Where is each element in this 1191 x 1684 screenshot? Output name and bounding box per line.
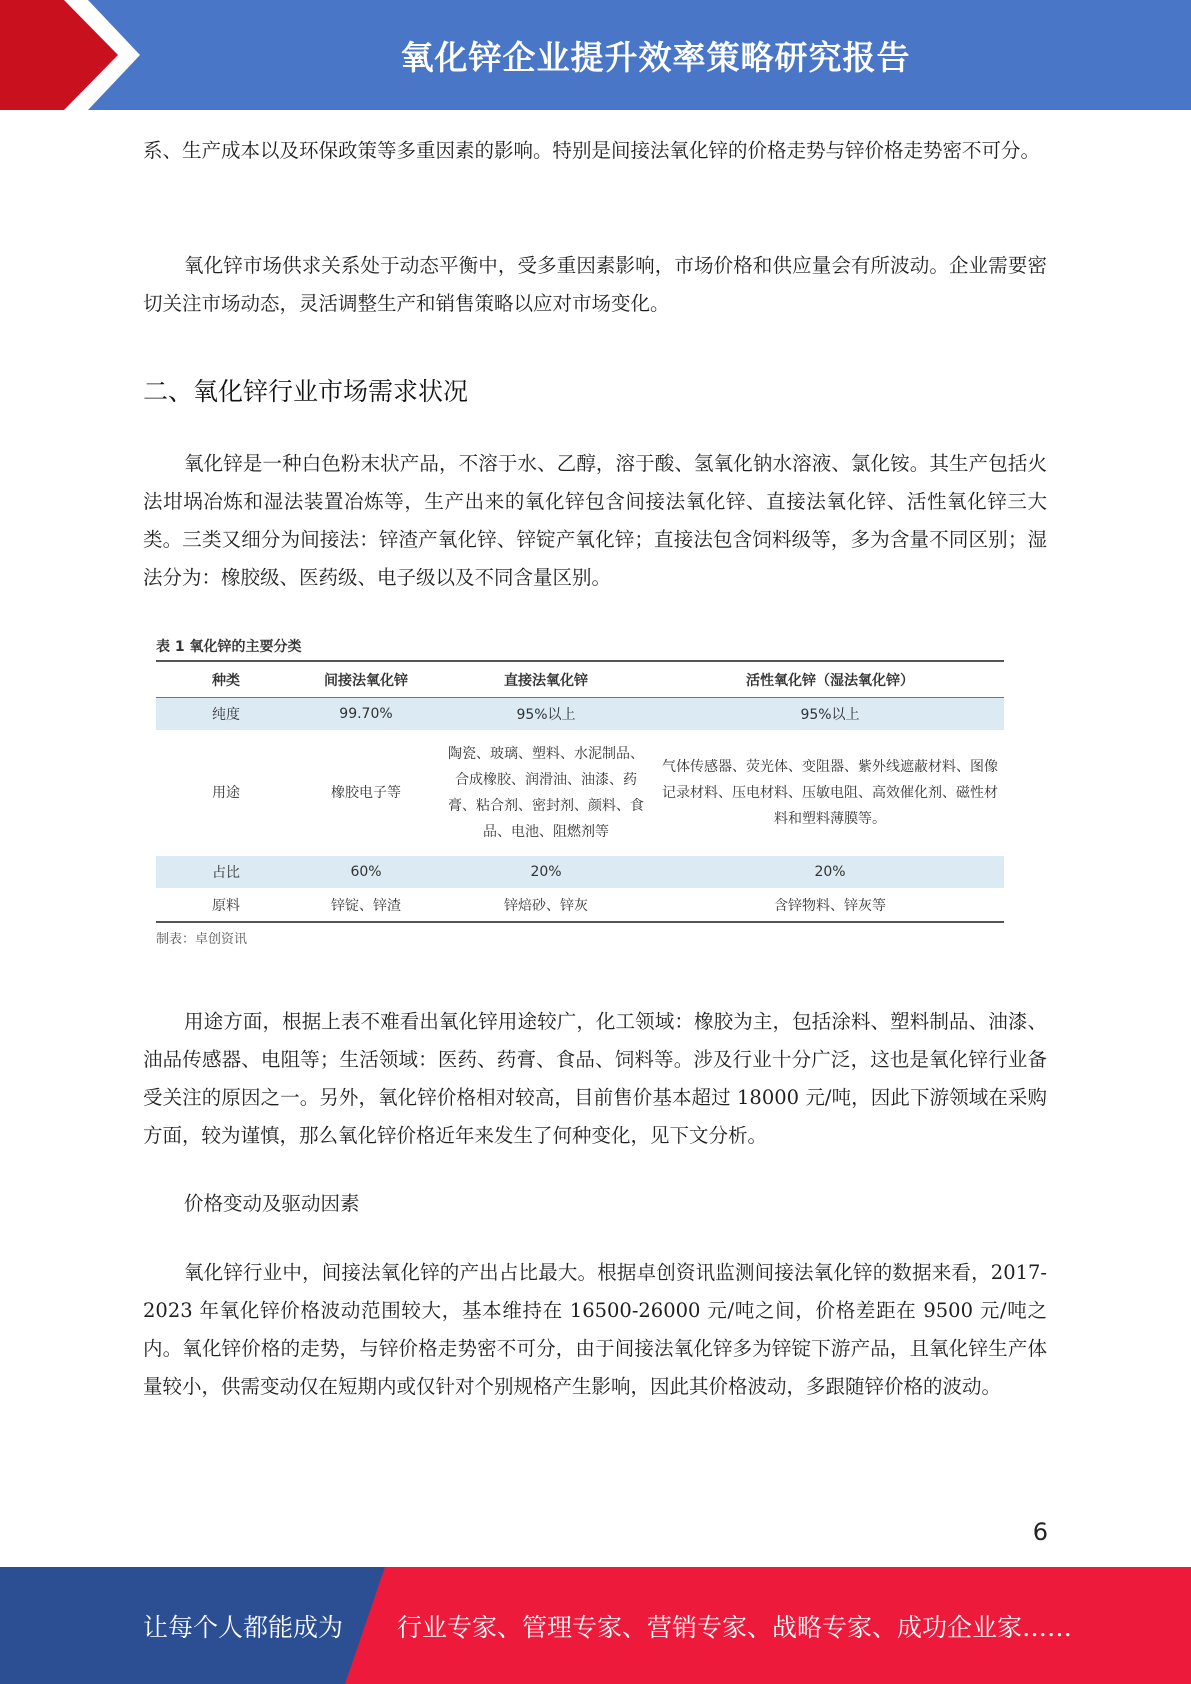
table-source-note: 制表：卓创资讯 <box>156 932 248 947</box>
header-bar <box>0 0 1191 110</box>
footer-banner <box>0 1567 1191 1684</box>
table-row <box>156 856 1004 888</box>
paragraph-usage: 用途方面，根据上表不难看出氧化锌用途较广，化工领域：橡胶为主，包括涂料、塑料制品、油漆、油品传感器、电阻等；生活领域：医药、药膏、食品、饲料等。涉及行业十分广泛，这也是氧化锌行业备受关注的原因之一。另外，氧化锌价格相对较高，目前售价基本超过 18000 元/吨，因此下游领域在采购方面，较为谨慎，那么氧化锌价格近年来发生了何种变化，见下文分析。 <box>143 1010 1047 1147</box>
sub-heading: 价格变动及驱动因素 <box>184 1192 360 1215</box>
table-title: 表 1 氧化锌的主要分类 <box>156 639 302 655</box>
table-cell: 橡胶电子等 <box>331 785 401 801</box>
table-cell: 用途 <box>212 785 240 801</box>
page-number: 6 <box>1032 1518 1048 1546</box>
paragraph-price-analysis: 氧化锌行业中，间接法氧化锌的产出占比最大。根据卓创资讯监测间接法氧化锌的数据来看，2017-2023 年氧化锌价格波动范围较大，基本维持在 16500-26000 元/吨之间，价格差距在 9500 元/吨之内。氧化锌价格的走势，与锌价格走势密不可分，由于间接法氧化锌多为锌锭下游产品，且氧化锌生产体量较小，供需变动仅在短期内或仅针对个别规格产生影响，因此其价格波动，多跟随锌价格的波动。 <box>143 1261 1047 1398</box>
table-cell: 60% <box>296 856 436 888</box>
classification-table <box>156 660 1004 923</box>
footer-slogan-right: 行业专家、管理专家、营销专家、战略专家、成功企业家…… <box>397 1612 1073 1642</box>
table-header-row <box>156 661 1004 698</box>
table-header-cell: 直接法氧化锌 <box>436 661 656 698</box>
footer-slogan-left: 让每个人都能成为 <box>143 1612 344 1642</box>
table-cell: 原料 <box>212 897 240 914</box>
table-cell: 纯度 <box>156 698 296 731</box>
table-cell: 含锌物料、锌灰等 <box>774 897 886 914</box>
table-cell: 20% <box>436 856 656 888</box>
table-row <box>156 698 1004 731</box>
paragraph-supply-demand: 氧化锌市场供求关系处于动态平衡中，受多重因素影响，市场价格和供应量会有所波动。企业需要密切关注市场动态，灵活调整生产和销售策略以应对市场变化。 <box>143 254 1047 315</box>
table-cell: 锌焙砂、锌灰 <box>504 897 588 914</box>
table-cell: 99.70% <box>296 698 436 731</box>
table-cell: 20% <box>656 856 1004 888</box>
paragraph-continuation: 系、生产成本以及环保政策等多重因素的影响。特别是间接法氧化锌的价格走势与锌价格走势密不可分。 <box>143 139 1041 162</box>
section-heading: 二、氧化锌行业市场需求状况 <box>143 377 469 406</box>
table-row <box>156 888 1004 922</box>
classification-table-figure <box>156 636 1004 947</box>
table-cell: 95%以上 <box>656 698 1004 731</box>
table-cell: 气体传感器、荧光体、变阻器、紫外线遮蔽材料、图像记录材料、压电材料、压敏电阻、高效催化剂、磁性材料和塑料薄膜等。 <box>662 759 998 827</box>
table-cell: 陶瓷、玻璃、塑料、水泥制品、合成橡胶、润滑油、油漆、药膏、粘合剂、密封剂、颜料、食品、电池、阻燃剂等 <box>448 746 644 840</box>
table-cell: 锌锭、锌渣 <box>331 897 401 914</box>
header-arrow-decoration <box>0 0 150 110</box>
table-header-cell: 种类 <box>156 661 296 698</box>
table-cell: 占比 <box>156 856 296 888</box>
table-header-cell: 活性氧化锌（湿法氧化锌） <box>656 661 1004 698</box>
table-cell: 95%以上 <box>436 698 656 731</box>
report-title: 氧化锌企业提升效率策略研究报告 <box>400 37 911 77</box>
table-header-cell: 间接法氧化锌 <box>296 661 436 698</box>
paragraph-product-description: 氧化锌是一种白色粉末状产品，不溶于水、乙醇，溶于酸、氢氧化钠水溶液、氯化铵。其生产包括火法坩埚冶炼和湿法装置冶炼等，生产出来的氧化锌包含间接法氧化锌、直接法氧化锌、活性氧化锌三大类。三类又细分为间接法：锌渣产氧化锌、锌锭产氧化锌；直接法包含饲料级等，多为含量不同区别；湿法分为：橡胶级、医药级、电子级以及不同含量区别。 <box>143 452 1047 589</box>
table-row <box>156 730 1004 856</box>
